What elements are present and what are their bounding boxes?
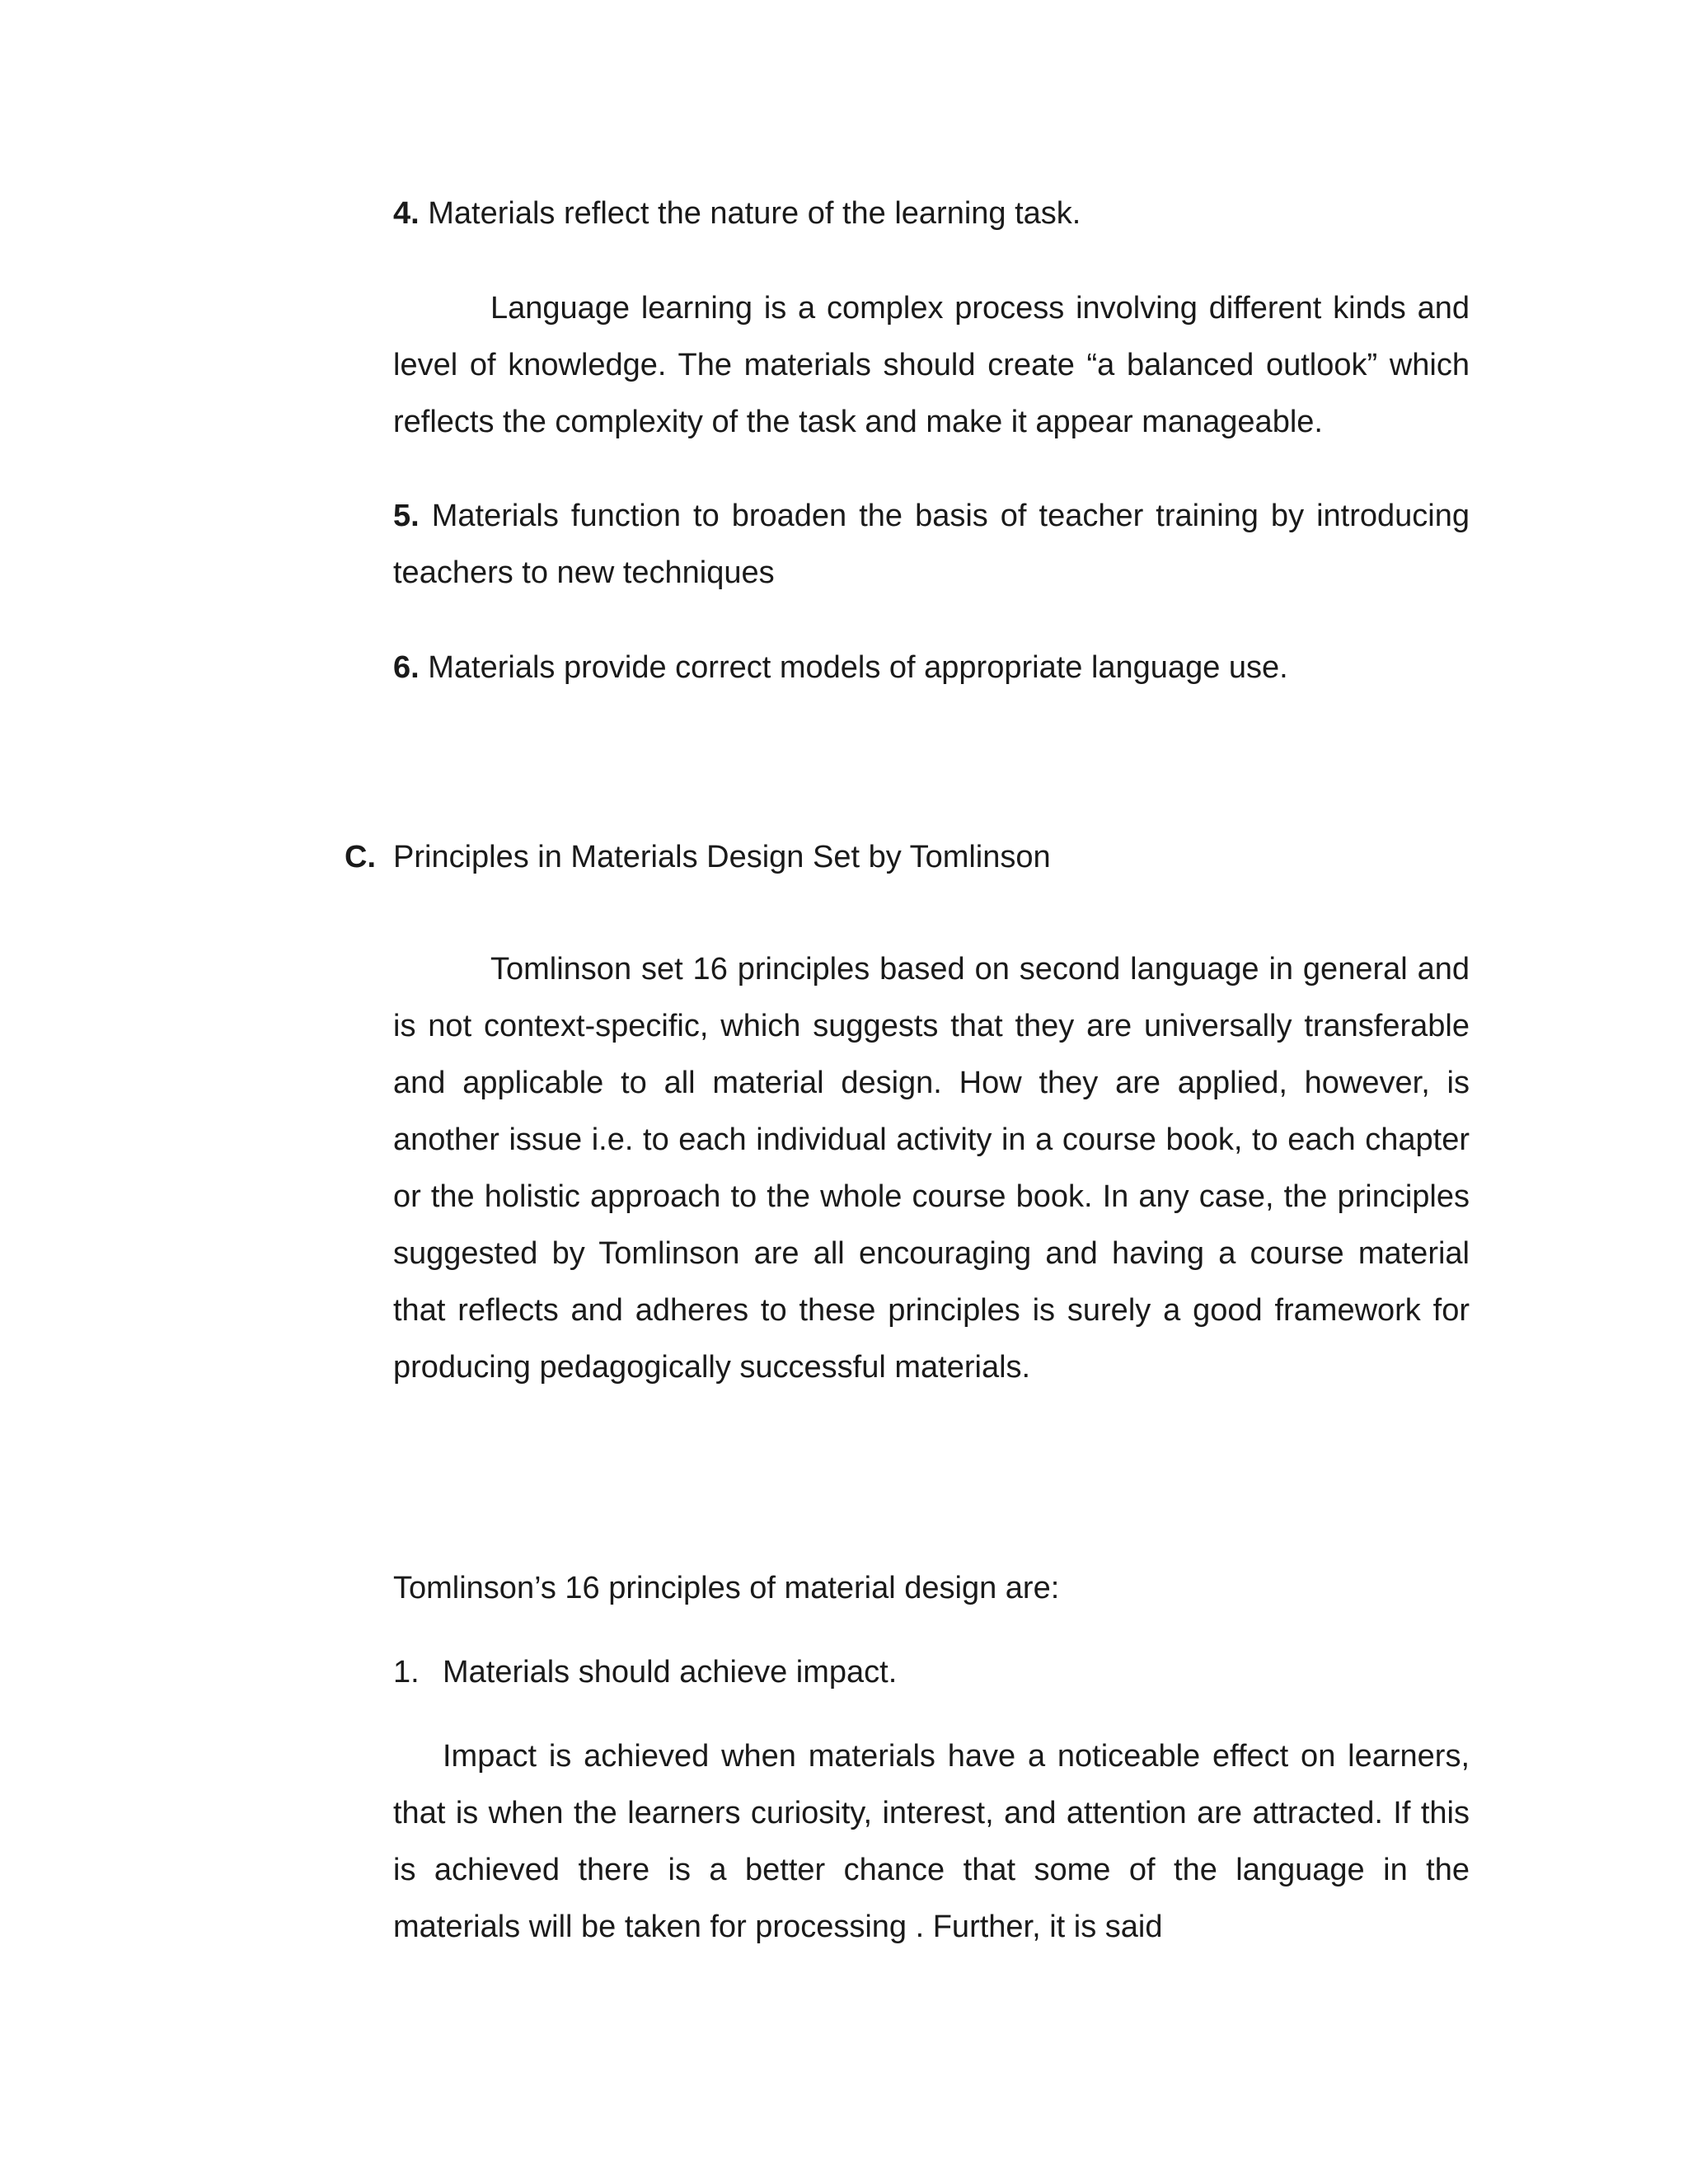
principles-list-intro: Tomlinson’s 16 principles of material design are: xyxy=(393,1571,1060,1605)
principle-1-heading xyxy=(393,1644,1470,1701)
section-c-letter: C. xyxy=(345,840,376,874)
principle-1-text: Materials should achieve impact. xyxy=(443,1655,898,1690)
item-5-text: Materials function to broaden the basis of teacher training by introducing teachers to new techniques xyxy=(393,499,1470,590)
item-4-heading xyxy=(393,185,1470,242)
section-c-heading: Principles in Materials Design Set by Tomlinson xyxy=(393,840,1051,874)
item-6-number: 6. xyxy=(393,650,420,685)
item-6-paragraph xyxy=(393,640,1470,696)
item-4-body: Language learning is a complex process involving different kinds and level of knowledge. The materials should create “a balanced outlook” which reflects the complexity of the task and make it appear manageable. xyxy=(393,291,1470,439)
item-5-paragraph xyxy=(393,488,1470,602)
section-c-body: Tomlinson set 16 principles based on second language in general and is not context-specific, which suggests that they are universally transferable and applicable to all material design. How they are applied, however, is another issue i.e. to each individual activity in a course book, to each chapter or the holistic approach to the whole course book. In any case, the principles suggested by Tomlinson are all encouraging and having a course material that reflects and adheres to these principles is surely a good framework for producing pedagogically successful materials. xyxy=(393,952,1470,1385)
item-5-number: 5. xyxy=(393,499,420,533)
item-4-text: Materials reflect the nature of the learning task. xyxy=(419,196,1081,231)
item-6-text: Materials provide correct models of appropriate language use. xyxy=(419,650,1288,685)
principle-1-body: Impact is achieved when materials have a noticeable effect on learners, that is when the learners curiosity, interest, and attention are attracted. If this is achieved there is a better chance that some of the language in the materials will be taken for processing . Further, it is said xyxy=(393,1739,1470,1944)
principle-1-number: 1. xyxy=(393,1655,420,1690)
item-4-number: 4. xyxy=(393,196,420,231)
